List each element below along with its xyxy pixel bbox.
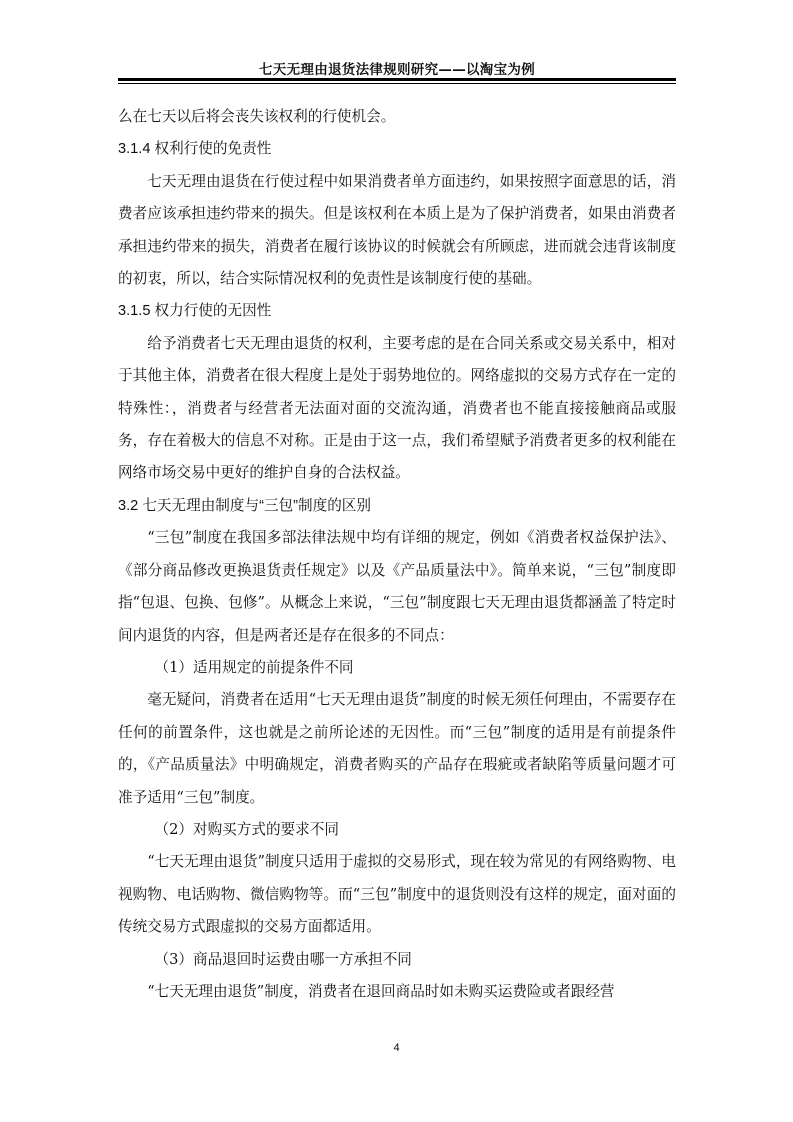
header-rule-thin xyxy=(118,83,676,84)
section-heading: 3.1.5 权力行使的无因性 xyxy=(118,303,272,320)
paragraph: “七天无理由退货”制度，消费者在退回商品时如未购买运费险或者跟经营 xyxy=(147,982,615,1000)
running-header: 七天无理由退货法律规则研究——以淘宝为例 xyxy=(259,62,535,78)
paragraph: 七天无理由退货在行使过程中如果消费者单方面违约，如果按照字面意思的话，消费者应该承担违约带来的损失。但是该权利在本质上是为了保护消费者，如果由消费者承担违约带来的损失，消费者在履行该协议的时候就会有所顾虑，进而就会违背该制度的初衷，所以，结合实际情况权利的免责性是该制度行使的基础。 xyxy=(118,172,676,288)
paragraph: 毫无疑问，消费者在适用“七天无理由退货”制度的时候无须任何理由，不需要存在任何的前置条件，这也就是之前所论述的无因性。而“三包”制度的适用是有前提条件的，《产品质量法》中明确规定，消费者购买的产品存在瑕疵或者缺陷等质量问题才可准予适用“三包”制度。 xyxy=(118,691,676,806)
list-item: （2）对购买方式的要求不同 xyxy=(154,820,339,838)
list-item: （1）适用规定的前提条件不同 xyxy=(154,658,354,676)
header-rule-thick xyxy=(118,78,676,81)
paragraph: 么在七天以后将会丧失该权利的行使机会。 xyxy=(118,108,396,125)
paragraph: 给予消费者七天无理由退货的权利，主要考虑的是在合同关系或交易关系中，相对于其他主体，消费者在很大程度上是处于弱势地位的。网络虚拟的交易方式存在一定的特殊性：，消费者与经营者无法面对面的交流沟通，消费者也不能直接接触商品或服务，存在着极大的信息不对称。正是由于这一点，我们希望赋予消费者更多的权利能在网络市场交易中更好的维护自身的合法权益。 xyxy=(118,334,676,482)
page-number: 4 xyxy=(393,1042,400,1054)
page-body xyxy=(118,101,676,1008)
paragraph: “三包”制度在我国多部法律法规中均有详细的规定，例如《消费者权益保护法》、《部分商品修改更换退货责任规定》以及《产品质量法中》。简单来说，“三包”制度即指“包退、包换、包修”。从概念上来说，“三包”制度跟七天无理由退货都涵盖了特定时间内退货的内容，但是两者还是存在很多的不同点： xyxy=(118,529,676,644)
paragraph: “七天无理由退货”制度只适用于虚拟的交易形式，现在较为常见的有网络购物、电视购物、电话购物、微信购物等。而“三包”制度中的退货则没有这样的规定，面对面的传统交易方式跟虚拟的交易方面都适用。 xyxy=(118,853,676,936)
section-heading: 3.2 七天无理由制度与“三包”制度的区别 xyxy=(118,497,371,514)
section-heading: 3.1.4 权利行使的免责性 xyxy=(118,141,272,158)
list-item: （3）商品退回时运费由哪一方承担不同 xyxy=(154,950,412,968)
